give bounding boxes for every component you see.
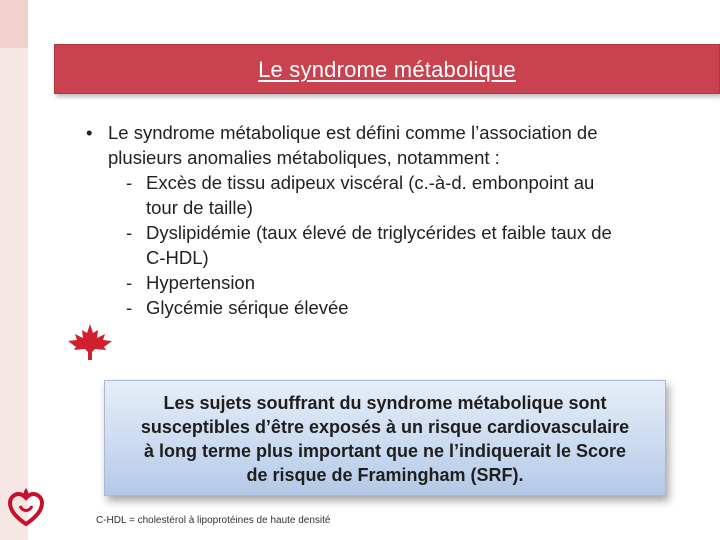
maple-leaf-icon bbox=[66, 322, 114, 362]
sub-item-dyslipidemia bbox=[86, 220, 686, 270]
callout-line-4: de risque de Framingham (SRF). bbox=[246, 465, 524, 485]
sub-item-dash: - bbox=[126, 222, 133, 243]
sub-item-line-1: Hypertension bbox=[146, 272, 256, 293]
sub-item-adipose bbox=[86, 170, 686, 220]
callout-line-3: à long terme plus important que ne l’indiquerait le Score bbox=[143, 441, 627, 461]
slide-content bbox=[86, 120, 686, 320]
sub-item-hypertension bbox=[86, 270, 686, 295]
sub-item-dash: - bbox=[126, 272, 133, 293]
callout-line-2: susceptibles d’être exposés à un risque cardiovasculaire bbox=[140, 417, 630, 437]
slide-title: Le syndrome métabolique bbox=[258, 57, 516, 82]
sub-item-line-1: Excès de tissu adipeux viscéral (c.-à-d. embonpoint au bbox=[146, 172, 595, 193]
sub-item-dash: - bbox=[126, 297, 133, 318]
callout-line-1: Les sujets souffrant du syndrome métabolique sont bbox=[163, 393, 607, 413]
sub-item-line-2: C-HDL) bbox=[146, 247, 209, 268]
sub-item-line-2: tour de taille) bbox=[146, 197, 253, 218]
left-decorative-band bbox=[0, 0, 28, 540]
sub-item-line-1: Dyslipidémie (taux élevé de triglycérides et faible taux de bbox=[146, 222, 612, 243]
bullet-text-line-1: Le syndrome métabolique est défini comme l’association de bbox=[108, 122, 598, 143]
footnote: C-HDL = cholestérol à lipoprotéines de haute densité bbox=[96, 515, 331, 526]
bullet-symbol: • bbox=[86, 122, 93, 143]
sub-item-glycemia bbox=[86, 295, 686, 320]
sub-item-line-1: Glycémie sérique élevée bbox=[146, 297, 349, 318]
left-decorative-band-top bbox=[0, 0, 28, 48]
bullet-text-line-2: plusieurs anomalies métaboliques, notamment : bbox=[108, 147, 500, 168]
heart-logo-icon bbox=[6, 486, 46, 530]
main-bullet bbox=[86, 120, 686, 170]
callout-box bbox=[104, 380, 666, 496]
title-bar bbox=[54, 44, 720, 94]
sub-item-dash: - bbox=[126, 172, 133, 193]
sub-list bbox=[86, 170, 686, 320]
